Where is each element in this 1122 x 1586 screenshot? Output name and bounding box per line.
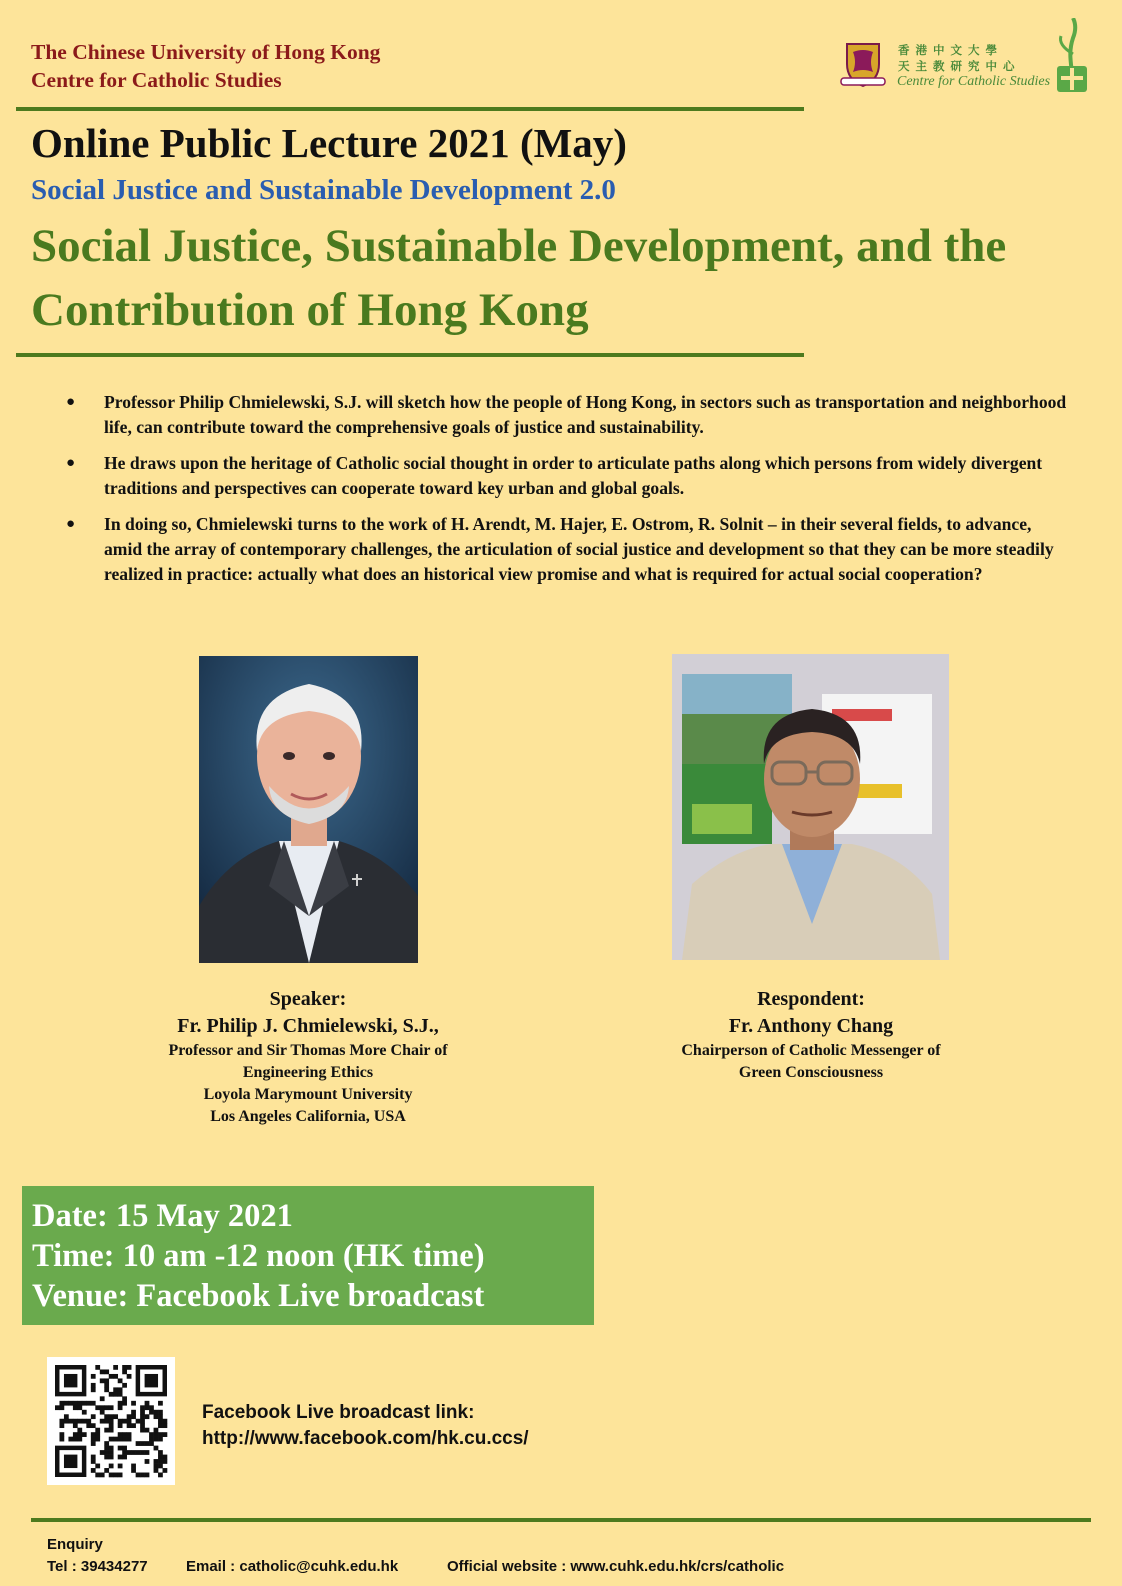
- speaker-detail: Professor and Sir Thomas More Chair of: [168, 1042, 448, 1059]
- bullet-icon: ●: [66, 516, 76, 532]
- respondent-detail: Green Consciousness: [738, 1064, 884, 1081]
- bullet-icon: ●: [66, 394, 76, 410]
- logo-chinese-text: 香港中文大學 天主教研究中心: [898, 43, 1021, 73]
- lecture-topic: Social Justice, Sustainable Development, and the Contribution of Hong Kong: [31, 220, 1007, 336]
- logo-english-text: Centre for Catholic Studies: [897, 74, 1051, 89]
- list-item: ● Professor Philip Chmielewski, S.J. will sketch how the people of Hong Kong, in sectors such as transportation and neighborhood life, can contribute toward the comprehensive goals of justice and sustainability.: [66, 392, 1067, 437]
- footer-email[interactable]: Email : catholic@cuhk.edu.hk: [186, 1558, 399, 1575]
- centre-name: Centre for Catholic Studies: [31, 68, 282, 92]
- qr-code[interactable]: [47, 1357, 175, 1485]
- event-date: Date: 15 May 2021: [32, 1198, 293, 1234]
- lecture-description: [66, 390, 1072, 598]
- event-details-box: [22, 1186, 594, 1325]
- footer-divider: [31, 1518, 1091, 1522]
- respondent-photo: [672, 654, 949, 960]
- institution-header: [31, 38, 380, 94]
- facebook-link-url[interactable]: http://www.facebook.com/hk.cu.ccs/: [202, 1428, 529, 1449]
- title-divider: [16, 353, 804, 357]
- footer-website[interactable]: Official website : www.cuhk.edu.hk/crs/catholic: [447, 1558, 785, 1575]
- series-title: Social Justice and Sustainable Development 2.0: [31, 174, 616, 206]
- list-item: ● In doing so, Chmielewski turns to the work of H. Arendt, M. Hajer, E. Ostrom, R. Solnit – in their several fields, to advance, amid the array of contemporary challenges, the articulation of social justice and development so that they can be more steadily realized in practice: actually what does an historical view promise and what is required for actual social cooperation?: [66, 514, 1054, 584]
- header-divider: [16, 107, 804, 111]
- qr-code-icon: [47, 1357, 175, 1485]
- university-name: The Chinese University of Hong Kong: [31, 40, 381, 64]
- respondent-role: Respondent:: [757, 988, 865, 1010]
- speaker-role: Speaker:: [269, 988, 347, 1010]
- speaker-caption: [108, 986, 508, 1128]
- speaker-detail: Engineering Ethics: [242, 1064, 374, 1081]
- enquiry-label: Enquiry: [47, 1536, 103, 1553]
- speaker-name: Fr. Philip J. Chmielewski, S.J.,: [177, 1015, 439, 1037]
- facebook-link-label: Facebook Live broadcast link:: [202, 1402, 475, 1423]
- cross-sprout-icon: [1053, 18, 1089, 94]
- event-time: Time: 10 am -12 noon (HK time): [32, 1238, 485, 1274]
- speaker-photo: [199, 656, 418, 963]
- footer-tel: Tel : 39434277: [47, 1558, 148, 1575]
- facebook-link-block: [202, 1400, 529, 1452]
- centre-logo: [835, 18, 1095, 96]
- speaker-detail: Loyola Marymount University: [203, 1086, 413, 1103]
- event-venue: Venue: Facebook Live broadcast: [32, 1278, 485, 1314]
- speaker-detail: Los Angeles California, USA: [210, 1108, 406, 1125]
- bullet-icon: ●: [66, 455, 76, 471]
- respondent-caption: [611, 986, 1011, 1084]
- university-crest-icon: [839, 40, 887, 88]
- list-item: ● He draws upon the heritage of Catholic social thought in order to articulate paths along which persons from widely divergent traditions and perspectives can cooperate toward key urban and global goals.: [66, 453, 1043, 498]
- respondent-name: Fr. Anthony Chang: [728, 1015, 894, 1037]
- page-title: Online Public Lecture 2021 (May): [31, 120, 627, 166]
- respondent-detail: Chairperson of Catholic Messenger of: [681, 1042, 941, 1059]
